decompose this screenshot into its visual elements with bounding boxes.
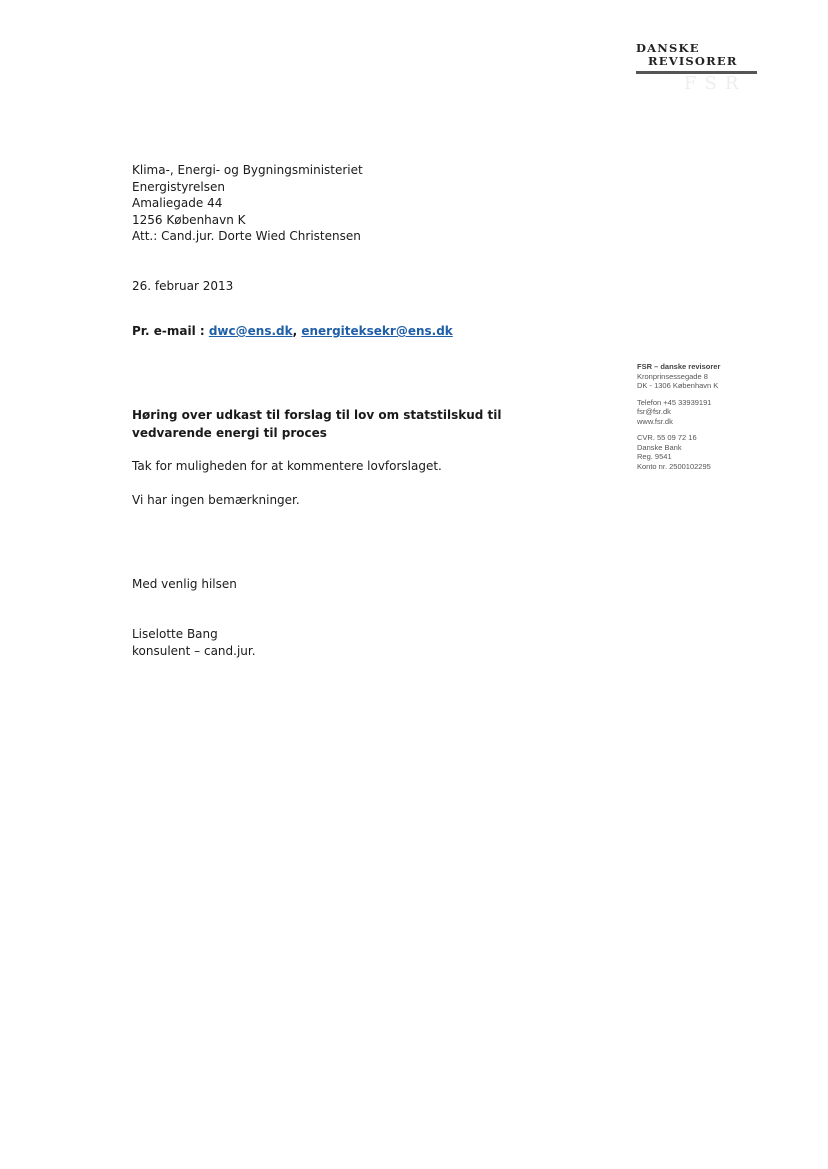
logo-fsr-watermark: FSR [684,73,747,94]
recipient-address [132,162,363,245]
email-link-dwc[interactable]: dwc@ens.dk [208,324,293,338]
sender-email: fsr@fsr.dk [637,407,671,416]
closing: Med venlig hilsen [132,577,237,591]
sender-phone: Telefon +45 33939191 [637,397,712,407]
sender-bank: Danske Bank [637,442,682,452]
email-separator: , [292,324,302,338]
sender-reg: Reg. 9541 [637,452,672,461]
sender-city: DK - 1306 København K [637,381,719,390]
body-paragraph-1: Tak for muligheden for at kommentere lovforslaget. [132,459,442,473]
email-prefix: Pr. e-mail : [132,324,209,338]
logo-line2: REVISORER [648,54,738,68]
logo-line1: DANSKE [636,41,700,55]
body-paragraph-2: Vi har ingen bemærkninger. [132,493,300,507]
recipient-line: Att.: Cand.jur. Dorte Wied Christensen [132,229,361,243]
letter-date: 26. februar 2013 [132,279,234,293]
sender-info [637,362,767,471]
recipient-line: Energistyrelsen [132,179,225,194]
sender-cvr: CVR. 55 09 72 16 [637,433,697,442]
sender-org: FSR – danske revisorer [637,362,721,371]
recipient-line: Amaliegade 44 [132,196,223,210]
recipient-line: 1256 København K [132,212,246,227]
letter-subject: Høring over udkast til forslag til lov om statstilskud til vedvarende energi til proces [132,408,502,440]
recipient-line: Klima-, Energi- og Bygningsministeriet [132,163,363,177]
signature-name: Liselotte Bang [132,627,218,641]
company-logo [636,42,758,94]
email-link-energiteksekr[interactable]: energiteksekr@ens.dk [301,324,453,338]
sender-web: www.fsr.dk [637,416,673,426]
signature-title: konsulent – cand.jur. [132,644,256,658]
sender-street: Kronprinsessegade 8 [637,371,708,381]
sender-account: Konto nr. 2500102295 [637,461,711,471]
email-line [132,324,453,338]
